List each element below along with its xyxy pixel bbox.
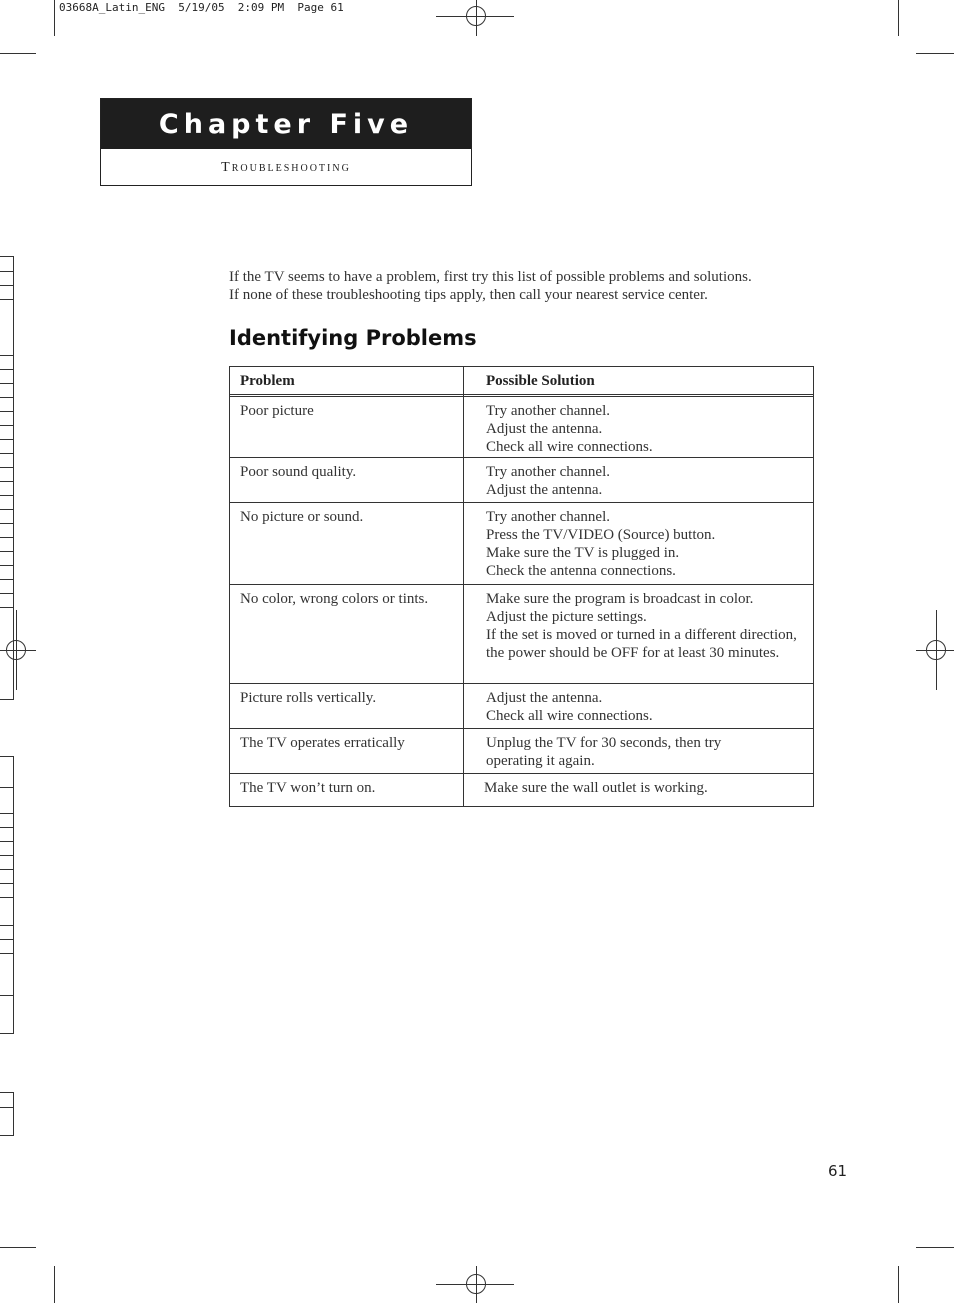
solution-line: Make sure the program is broadcast in color. (486, 591, 754, 607)
solution-line: Try another channel. (486, 509, 610, 525)
solution-line: Adjust the antenna. (486, 690, 603, 706)
problem-cell: The TV won’t turn on. (240, 780, 376, 796)
solution-line: Check all wire connections. (486, 439, 653, 455)
table-row (230, 397, 813, 458)
problem-cell: No picture or sound. (240, 509, 364, 525)
solution-cell (486, 590, 798, 662)
solution-cell (486, 402, 804, 456)
crop-mark (54, 1266, 55, 1303)
crop-mark (54, 0, 55, 36)
crop-mark (0, 1247, 36, 1248)
solution-line: Press the TV/VIDEO (Source) button. (486, 527, 716, 543)
solution-cell (484, 779, 802, 797)
table-header (230, 367, 813, 397)
crop-mark (898, 1266, 899, 1303)
solution-line: Check the antenna connections. (486, 563, 676, 579)
problem-cell: No color, wrong colors or tints. (240, 591, 429, 607)
crop-mark (898, 0, 899, 36)
header-solution: Possible Solution (486, 373, 595, 389)
table-row (230, 684, 813, 729)
solution-line: Try another channel. (486, 403, 610, 419)
solution-line: Adjust the antenna. (486, 421, 603, 437)
problem-cell: Poor picture (240, 403, 314, 419)
crop-mark (916, 53, 954, 54)
solution-line: Unplug the TV for 30 seconds, then try operating it again. (486, 735, 722, 769)
troubleshooting-table (229, 366, 814, 807)
solution-line: Make sure the wall outlet is working. (484, 780, 708, 796)
solution-line: Make sure the TV is plugged in. (486, 545, 680, 561)
crop-mark (916, 1247, 954, 1248)
intro-paragraph (229, 268, 829, 304)
chapter-title: Chapter Five (101, 99, 471, 149)
crop-mark (0, 53, 36, 54)
intro-line: If the TV seems to have a problem, first try this list of possible problems and solutions. (229, 269, 752, 285)
chapter-subtitle: Troubleshooting (221, 159, 351, 175)
table-row (230, 585, 813, 684)
edge-ruler (0, 756, 14, 1034)
section-heading: Identifying Problems (229, 326, 477, 350)
intro-line: If none of these troubleshooting tips apply, then call your nearest service center. (229, 287, 708, 303)
header-problem: Problem (240, 373, 295, 389)
solution-line: Adjust the antenna. (486, 482, 603, 498)
solution-line: Try another channel. (486, 464, 610, 480)
problem-cell: Poor sound quality. (240, 464, 357, 480)
edge-ruler (0, 256, 14, 700)
print-slug-line: 03668A_Latin_ENG 5/19/05 2:09 PM Page 61 (59, 1, 344, 14)
table-row (230, 774, 813, 806)
table-row (230, 729, 813, 774)
page-number: 61 (828, 1162, 848, 1180)
solution-cell (486, 463, 804, 499)
solution-line: Adjust the picture settings. (486, 609, 647, 625)
solution-cell (486, 734, 756, 770)
chapter-header (100, 98, 472, 186)
solution-cell (486, 508, 804, 580)
solution-line: Check all wire connections. (486, 708, 653, 724)
problem-cell: The TV operates erratically (240, 735, 405, 751)
edge-ruler (0, 1092, 14, 1136)
solution-line: If the set is moved or turned in a different direction, the power should be OFF for at least 30 minutes. (486, 627, 797, 661)
solution-cell (486, 689, 804, 725)
problem-cell: Picture rolls vertically. (240, 690, 377, 706)
table-row (230, 503, 813, 585)
table-row (230, 458, 813, 503)
